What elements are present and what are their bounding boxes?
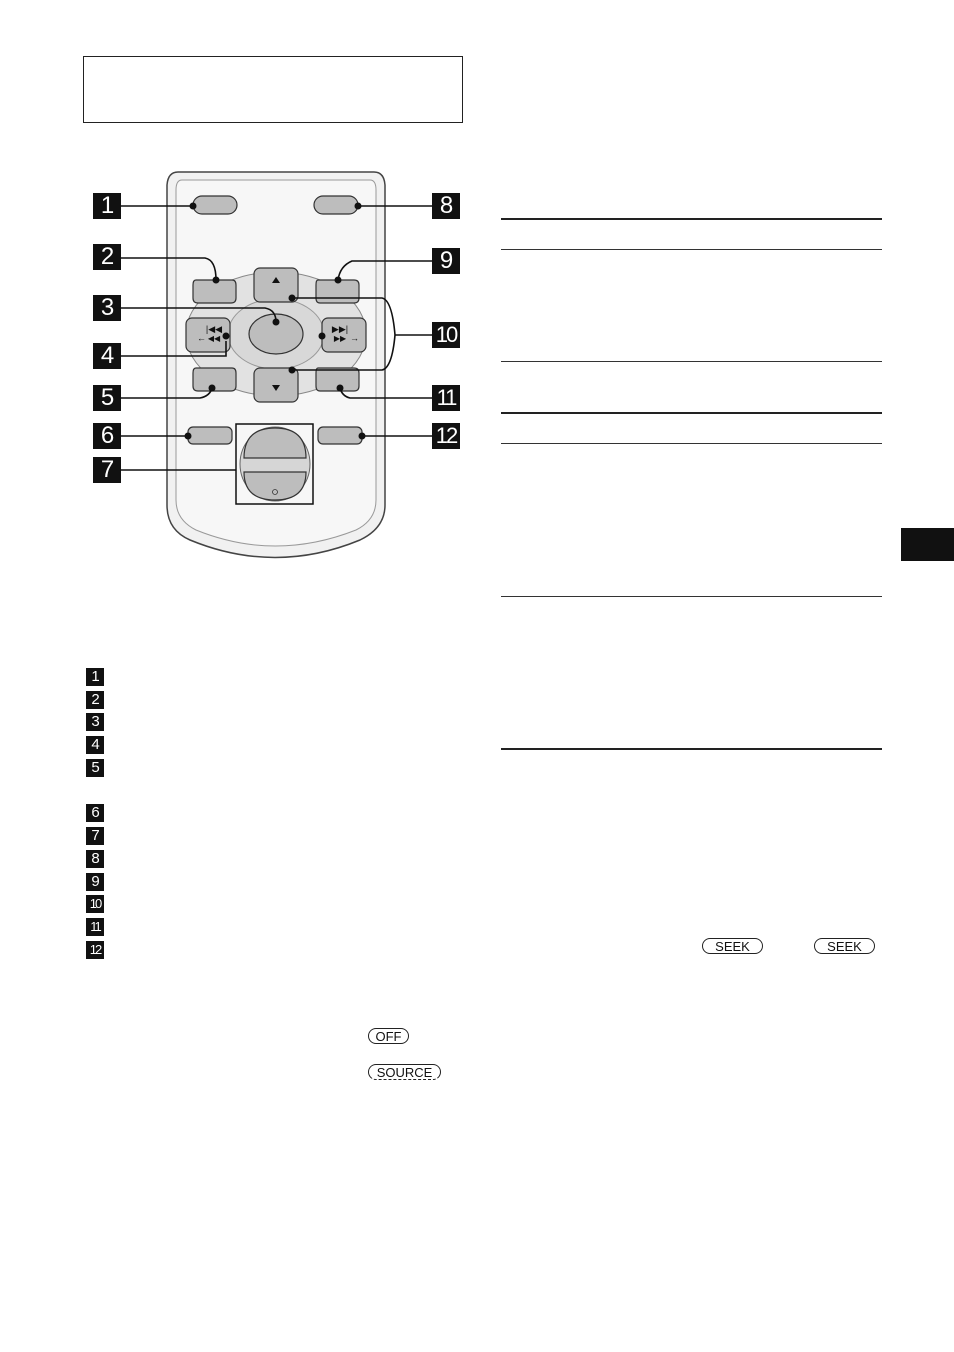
list-number-6: 6 [86, 804, 104, 822]
callout-2: 2 [93, 244, 121, 270]
prev-icon: |◀◀ [205, 324, 223, 334]
off-button-glyph: OFF [368, 1028, 409, 1044]
table-rule-4 [501, 596, 882, 597]
source-button-shape [314, 196, 358, 214]
sound-button-shape [318, 427, 362, 444]
list-number-4: 4 [86, 736, 104, 754]
left-arrow-icon: ← [197, 333, 206, 343]
callout-4: 4 [93, 343, 121, 369]
table-rule-2 [501, 361, 882, 362]
list-number-3: 3 [86, 713, 104, 731]
list-number-10: 10 [86, 895, 104, 913]
table-rule-3 [501, 443, 882, 444]
callout-11: 11 [432, 385, 460, 411]
section-tab [901, 528, 954, 561]
seek-left-button-glyph: SEEK [702, 938, 763, 954]
seek-right-button-glyph: SEEK [814, 938, 875, 954]
fast-forward-icon: ▶▶ [333, 334, 347, 343]
callout-7: 7 [93, 457, 121, 483]
table-rule-1 [501, 249, 882, 250]
list-number-12: 12 [86, 941, 104, 959]
table-rule-top-1 [501, 218, 882, 220]
callout-10: 10 [432, 322, 460, 348]
list-number-2: 2 [86, 691, 104, 709]
right-arrow-icon: → [350, 333, 359, 343]
list-number-5: 5 [86, 759, 104, 777]
list-number-7: 7 [86, 827, 104, 845]
callout-3: 3 [93, 295, 121, 321]
source-button-glyph: SOURCE [368, 1064, 441, 1080]
list-number-11: 11 [86, 918, 104, 936]
table-rule-bottom [501, 748, 882, 750]
callout-8: 8 [432, 193, 460, 219]
callout-12: 12 [432, 423, 460, 449]
list-number-9: 9 [86, 873, 104, 891]
attenuate-button-shape [188, 427, 232, 444]
callout-5: 5 [93, 385, 121, 411]
off-button-shape [193, 196, 237, 214]
list-number-8: 8 [86, 850, 104, 868]
menu-button-shape [193, 280, 236, 303]
callout-1: 1 [93, 193, 121, 219]
table-rule-top-2 [501, 412, 882, 414]
list-number-1: 1 [86, 668, 104, 686]
next-icon: ▶▶| [331, 324, 349, 334]
callout-6: 6 [93, 423, 121, 449]
callout-9: 9 [432, 248, 460, 274]
rewind-icon: ◀◀ [207, 334, 221, 343]
